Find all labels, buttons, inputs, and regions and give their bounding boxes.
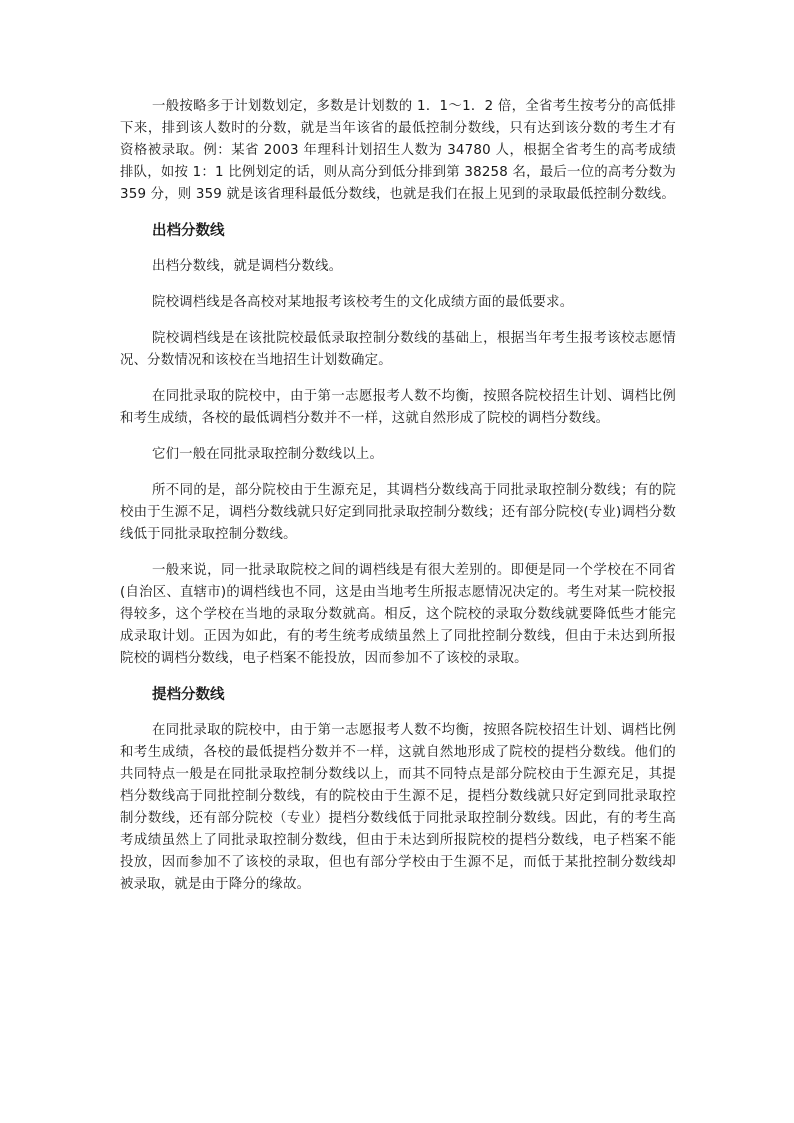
document-body [120,96,676,896]
paragraph-college-line-formation: 在同批录取的院校中，由于第一志愿报考人数不均衡，按照各院校招生计划、调档比例和考生成绩，各校的最低调档分数并不一样，这就自然形成了院校的调档分数线。 [120,389,676,426]
section-heading-admission-line: 出档分数线 [152,223,225,239]
paragraph-submission-line: 在同批录取的院校中，由于第一志愿报考人数不均衡，按照各院校招生计划、调档比例和考生成绩，各校的最低提档分数并不一样，这就自然地形成了院校的提档分数线。他们的共同特点一般是在同批录取控制分数线以上，而其不同特点是部分院校由于生源充足，其提档分数线高于同批控制分数线，有的院校由于生源不足，提档分数线就只好定到同批录取控制分数线，还有部分院校（专业）提档分数线低于同批录取控制分数线。因此，有的考生高考成绩虽然上了同批录取控制分数线，但由于未达到所报院校的提档分数线，电子档案不能投放，因而参加不了该校的录取，但也有部分学校由于生源不足，而低于某批控制分数线却被录取，就是由于降分的缘故。 [120,723,676,892]
paragraph-differences: 所不同的是，部分院校由于生源充足，其调档分数线高于同批录取控制分数线；有的院校由于生源不足，调档分数线就只好定到同批录取控制分数线；还有部分院校(专业)调档分数线低于同批录取控制分数线。 [120,483,676,542]
paragraph-above-control-line: 它们一般在同批录取控制分数线以上。 [152,447,384,462]
paragraph-control-line: 一般按略多于计划数划定，多数是计划数的 1．1～1．2 倍，全省考生按考分的高低排下来，排到该人数时的分数，就是当年该省的最低控制分数线，只有达到该分数的考生才有资格被录取。例：某省 2003 年理科计划招生人数为 34780 人，根据全省考生的高考成绩排队，如按 1：1 比例划定的话，则从高分到低分排到第 38258 名，最后一位的高考分数为 359 分，则 359 就是该省理科最低分数线，也就是我们在报上见到的录取最低控制分数线。 [120,99,676,202]
paragraph-college-line-requirement: 院校调档线是各高校对某地报考该校考生的文化成绩方面的最低要求。 [152,295,574,310]
paragraph-admission-definition: 出档分数线，就是调档分数线。 [152,259,343,274]
section-heading-submission-line: 提档分数线 [152,687,225,703]
paragraph-variation-explanation: 一般来说，同一批录取院校之间的调档线是有很大差别的。即便是同一个学校在不同省(自治区、直辖市)的调档线也不同，这是由当地考生所报志愿情况决定的。考生对某一院校报得较多，这个学校在当地的录取分数就高。相反，这个院校的录取分数线就要降低些才能完成录取计划。正因为如此，有的考生统考成绩虽然上了同批控制分数线，但由于未达到所报院校的调档分数线，电子档案不能投放，因而参加不了该校的录取。 [120,563,676,666]
paragraph-college-line-basis: 院校调档线是在该批院校最低录取控制分数线的基础上，根据当年考生报考该校志愿情况、分数情况和该校在当地招生计划数确定。 [120,331,676,368]
